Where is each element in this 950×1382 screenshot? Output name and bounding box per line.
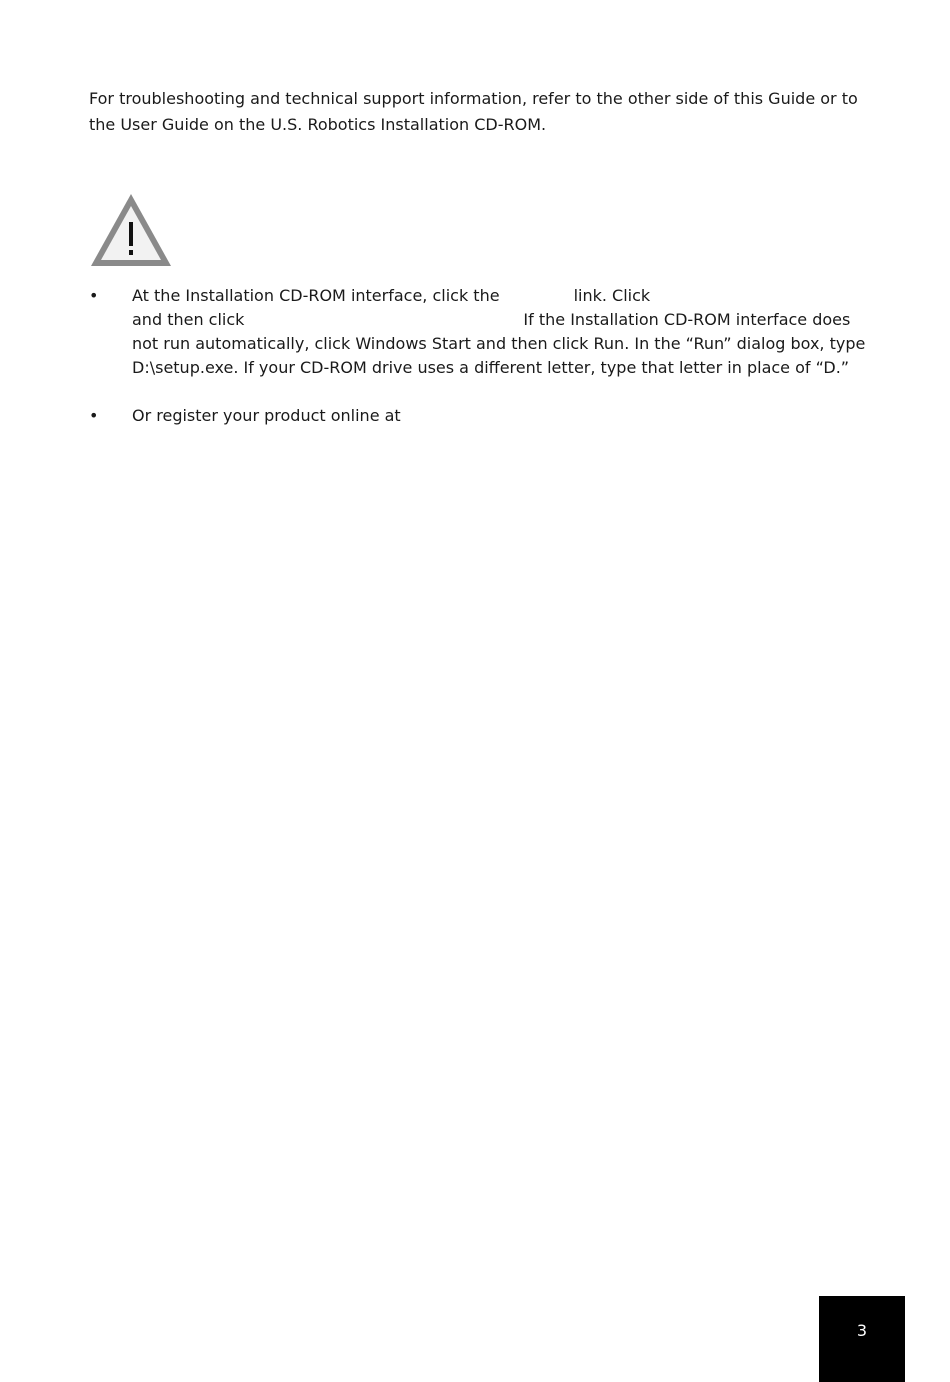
- intro-paragraph: [89, 86, 879, 138]
- intro-line-1: For troubleshooting and technical support information, refer to the other side of this Guide or to: [89, 89, 858, 108]
- list-item-install: [89, 284, 879, 380]
- page-number-tab: [819, 1296, 905, 1382]
- install-line-3: not run automatically, click Windows Start and then click Run. In the “Run” dialog box, type: [132, 334, 866, 353]
- install-line-2: [132, 308, 879, 332]
- page-number: 3: [856, 1321, 868, 1340]
- install-line-4: D:\setup.exe. If your CD-ROM drive uses a different letter, type that letter in place of “D.”: [132, 358, 850, 377]
- install-line-1: [132, 284, 879, 308]
- list-item-register: [89, 404, 879, 428]
- intro-line-2: the User Guide on the U.S. Robotics Installation CD-ROM.: [89, 115, 547, 134]
- bullet-mark: •: [89, 286, 99, 305]
- bullet-mark: •: [89, 406, 99, 425]
- install-text-2b: If the Installation CD-ROM interface does: [523, 310, 851, 329]
- instruction-list: [89, 284, 879, 452]
- warning-triangle-icon: [89, 192, 173, 268]
- register-line-1: Or register your product online at: [132, 406, 401, 425]
- install-text-1a: At the Installation CD-ROM interface, click the: [132, 286, 500, 305]
- install-text-1b: link. Click: [573, 286, 651, 305]
- install-text-2a: and then click: [132, 310, 245, 329]
